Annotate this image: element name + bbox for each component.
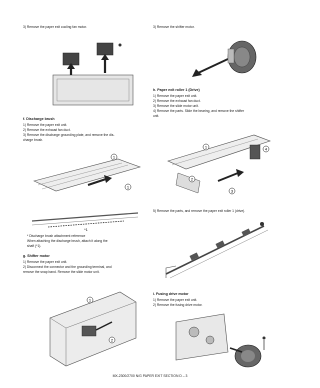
section-f-title: f. Discharge brush: [23, 117, 55, 121]
shifter-unit-figure: [158, 121, 278, 203]
section-i-step-2: 2) Remove the fusing drive motor.: [153, 303, 203, 307]
shifter-motor-removal-figure: [188, 33, 268, 79]
brush-shaft-figure: [28, 205, 146, 232]
callout-h-3: 3: [230, 188, 234, 194]
section-g-step-2: 2) Disconnect the connector and the grounding terminal, and: [23, 265, 112, 269]
callout-f-star1: *1: [84, 228, 88, 232]
section-f-step-1: 1) Remove the paper exit unit.: [23, 123, 68, 127]
section-h-step-3: 3) Remove the slide motor unit.: [153, 104, 199, 108]
section-h-step-4: 4) Remove the parts. Slide the bearing, and remove the shifter: [153, 109, 245, 113]
callout-g-1: 1: [88, 297, 92, 303]
section-f-step-3-cont: charge brush.: [23, 138, 44, 142]
section-h-step-5: 5) Remove the parts, and remove the paper exit roller 1 (drive).: [153, 209, 246, 213]
section-g-step-1: 1) Remove the paper exit unit.: [23, 260, 68, 264]
left-step3-top: 3) Remove the paper exit cooling fan motor.: [23, 25, 87, 29]
section-h-step-2: 2) Remove the exhaust fan duct.: [153, 99, 201, 103]
section-i-step-1: 1) Remove the paper exit unit.: [153, 298, 198, 302]
section-h-step-1: 1) Remove the paper exit unit.: [153, 94, 198, 98]
page-footer: MX-2300/2700 N/G PAPER EXIT SECTION D – 3: [112, 374, 188, 378]
right-step3-top: 3) Remove the shifter motor.: [153, 25, 195, 29]
note-line-3: shaft (*1).: [27, 244, 42, 248]
callout-h-1: 1: [204, 144, 208, 150]
callout-f-1b: 1: [126, 184, 130, 190]
section-g-step-2-cont: remove the snap band. Remove the slide motor unit.: [23, 270, 100, 274]
callout-h-4: 4: [264, 146, 268, 152]
fan-motor-figure: [45, 35, 140, 115]
callout-h-2: 2: [190, 176, 194, 182]
callout-g-2: 2: [110, 337, 114, 343]
shifter-motor-figure: [42, 278, 142, 370]
note-line-2: When attaching the discharge brush, attach it along the: [27, 239, 108, 243]
exit-roller-figure: [160, 216, 278, 282]
section-f-step-3: 3) Remove the discharge grounding plate, and remove the dis-: [23, 133, 115, 137]
discharge-brush-figure: [28, 145, 146, 205]
note-line-1: * Discharge brush attachment reference: [27, 234, 86, 238]
section-h-title: h. Paper exit roller 1 (Drive): [153, 88, 200, 92]
fusing-drive-motor-figure: [168, 310, 276, 372]
section-f-step-2: 2) Remove the exhaust fan duct.: [23, 128, 71, 132]
section-g-title: g. Shifter motor: [23, 254, 50, 258]
callout-f-1a: 1: [112, 154, 116, 160]
section-h-step-4-cont: unit.: [153, 114, 160, 118]
section-i-title: i. Fusing drive motor: [153, 292, 189, 296]
